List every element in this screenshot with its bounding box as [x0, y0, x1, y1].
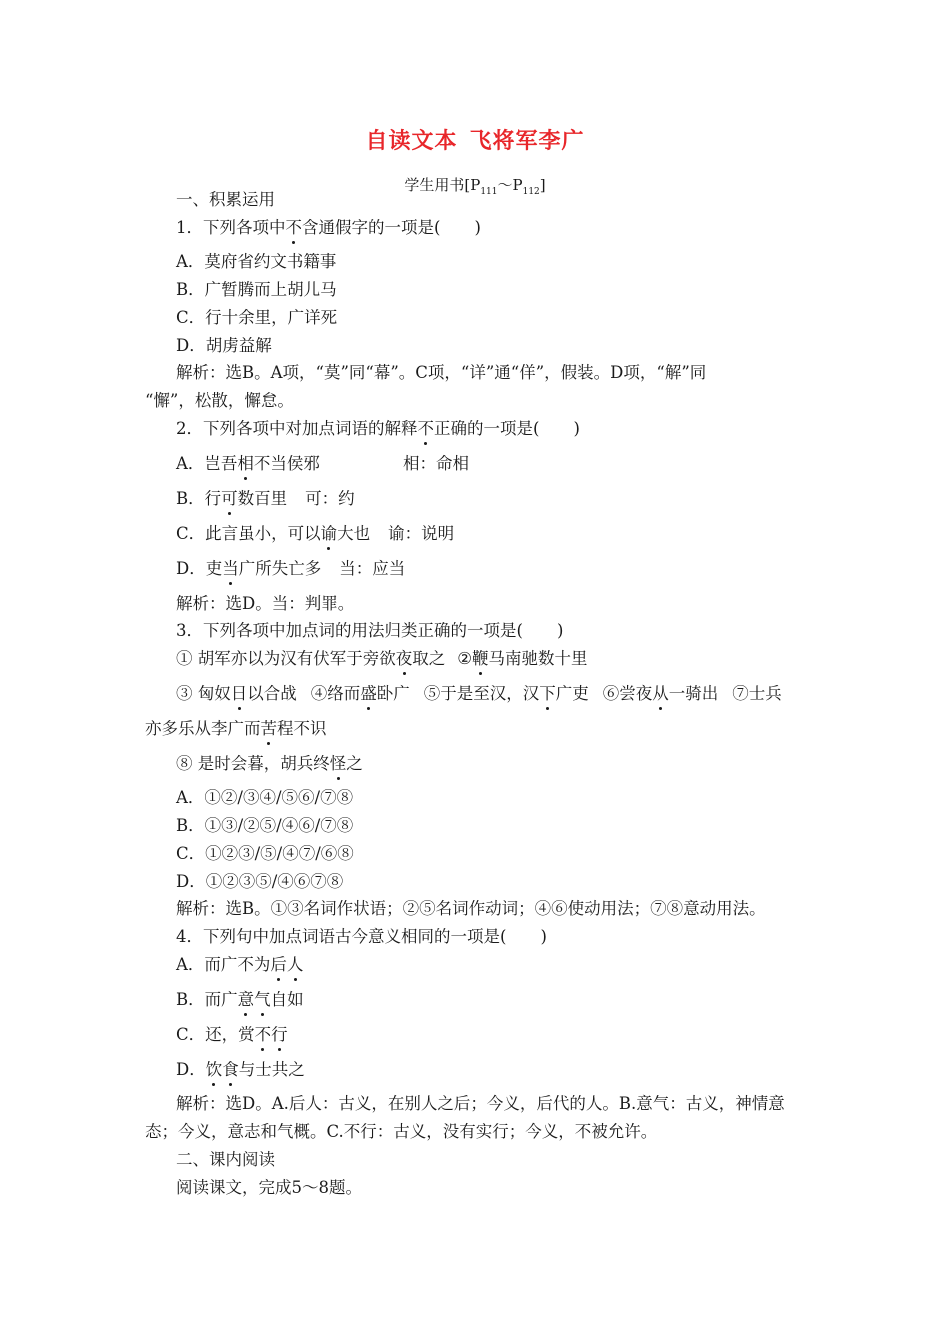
- question-2-option-b: B．行可数百里 可：约: [176, 489, 355, 508]
- question-2-option-d: D．吏当广所失亡多 当：应当: [176, 559, 406, 578]
- question-4-option-d: D．饮食与士共之: [176, 1060, 305, 1079]
- question-3-items-line-1: ① 胡军亦以为汉有伏军于旁欲夜取之 ②鞭马南驰数十里: [176, 649, 588, 668]
- section-2-instruction: 阅读课文，完成5～8题。: [176, 1178, 362, 1197]
- question-3-option-b: B．①③/②⑤/④⑥/⑦⑧: [176, 816, 354, 835]
- question-1-option-a: A．莫府省约文书籍事: [176, 252, 337, 271]
- source-reference: 学生用书$[P_{111}\sim P_{112}]$: [404, 176, 546, 197]
- question-4-answer: 解析：选D。A.后人：古义，在别人之后；今义，后代的人。B.意气：古义，神情意: [176, 1094, 785, 1113]
- question-3-option-a: A．①②/③④/⑤⑥/⑦⑧: [176, 788, 354, 807]
- question-3-stem: 3．下列各项中加点词的用法归类正确的一项是( ): [176, 621, 564, 640]
- question-4-stem: 4．下列句中加点词语古今意义相同的一项是( ): [176, 927, 547, 946]
- question-3-items-line-4: ⑧ 是时会暮，胡兵终怪之: [176, 754, 363, 773]
- question-3-items-line-2: ③ 匈奴日以合战 ④络而盛卧广 ⑤于是至汉，汉下广吏 ⑥尝夜从一骑出 ⑦士兵: [176, 684, 782, 703]
- question-2-option-a: A．岂吾相不当侯邪: [176, 454, 320, 473]
- question-1-stem: 1．下列各项中不含通假字的一项是( ): [176, 218, 481, 237]
- question-4-option-b: B．而广意气自如: [176, 990, 304, 1009]
- question-2-answer: 解析：选D。当：判罪。: [176, 594, 355, 613]
- section-heading-1: 一、积累运用: [176, 190, 275, 209]
- question-3-option-c: C．①②③/⑤/④⑦/⑥⑧: [176, 844, 354, 863]
- question-3-items-line-3: 亦多乐从李广而苦程不识: [145, 719, 327, 738]
- question-2-option-a-explanation: 相：命相: [403, 454, 469, 473]
- question-1-answer-cont: “懈”，松散，懈怠。: [145, 391, 294, 410]
- question-1-option-c: C．行十余里，广详死: [176, 308, 338, 327]
- section-heading-2: 二、课内阅读: [176, 1150, 275, 1169]
- question-4-answer-cont: 态；今义，意志和气概。C.不行：古义，没有实行；今义，不被允许。: [145, 1122, 658, 1141]
- question-3-option-d: D．①②③⑤/④⑥⑦⑧: [176, 872, 344, 891]
- question-3-answer: 解析：选B。①③名词作状语；②⑤名词作动词；④⑥使动用法；⑦⑧意动用法。: [176, 899, 766, 918]
- question-4-option-c: C．还，赏不行: [176, 1025, 288, 1044]
- question-1-option-d: D．胡虏益解: [176, 336, 272, 355]
- question-4-option-a: A．而广不为后人: [176, 955, 304, 974]
- question-2-stem: 2．下列各项中对加点词语的解释不正确的一项是( ): [176, 419, 580, 438]
- question-2-option-c: C．此言虽小，可以谕大也 谕：说明: [176, 524, 455, 543]
- question-1-option-b: B．广暂腾而上胡儿马: [176, 280, 337, 299]
- page-title: 自读文本 飞将军李广: [365, 129, 585, 154]
- question-1-answer: 解析：选B。A项，“莫”同“幕”。C项，“详”通“佯”，假装。D项，“解”同: [176, 363, 707, 382]
